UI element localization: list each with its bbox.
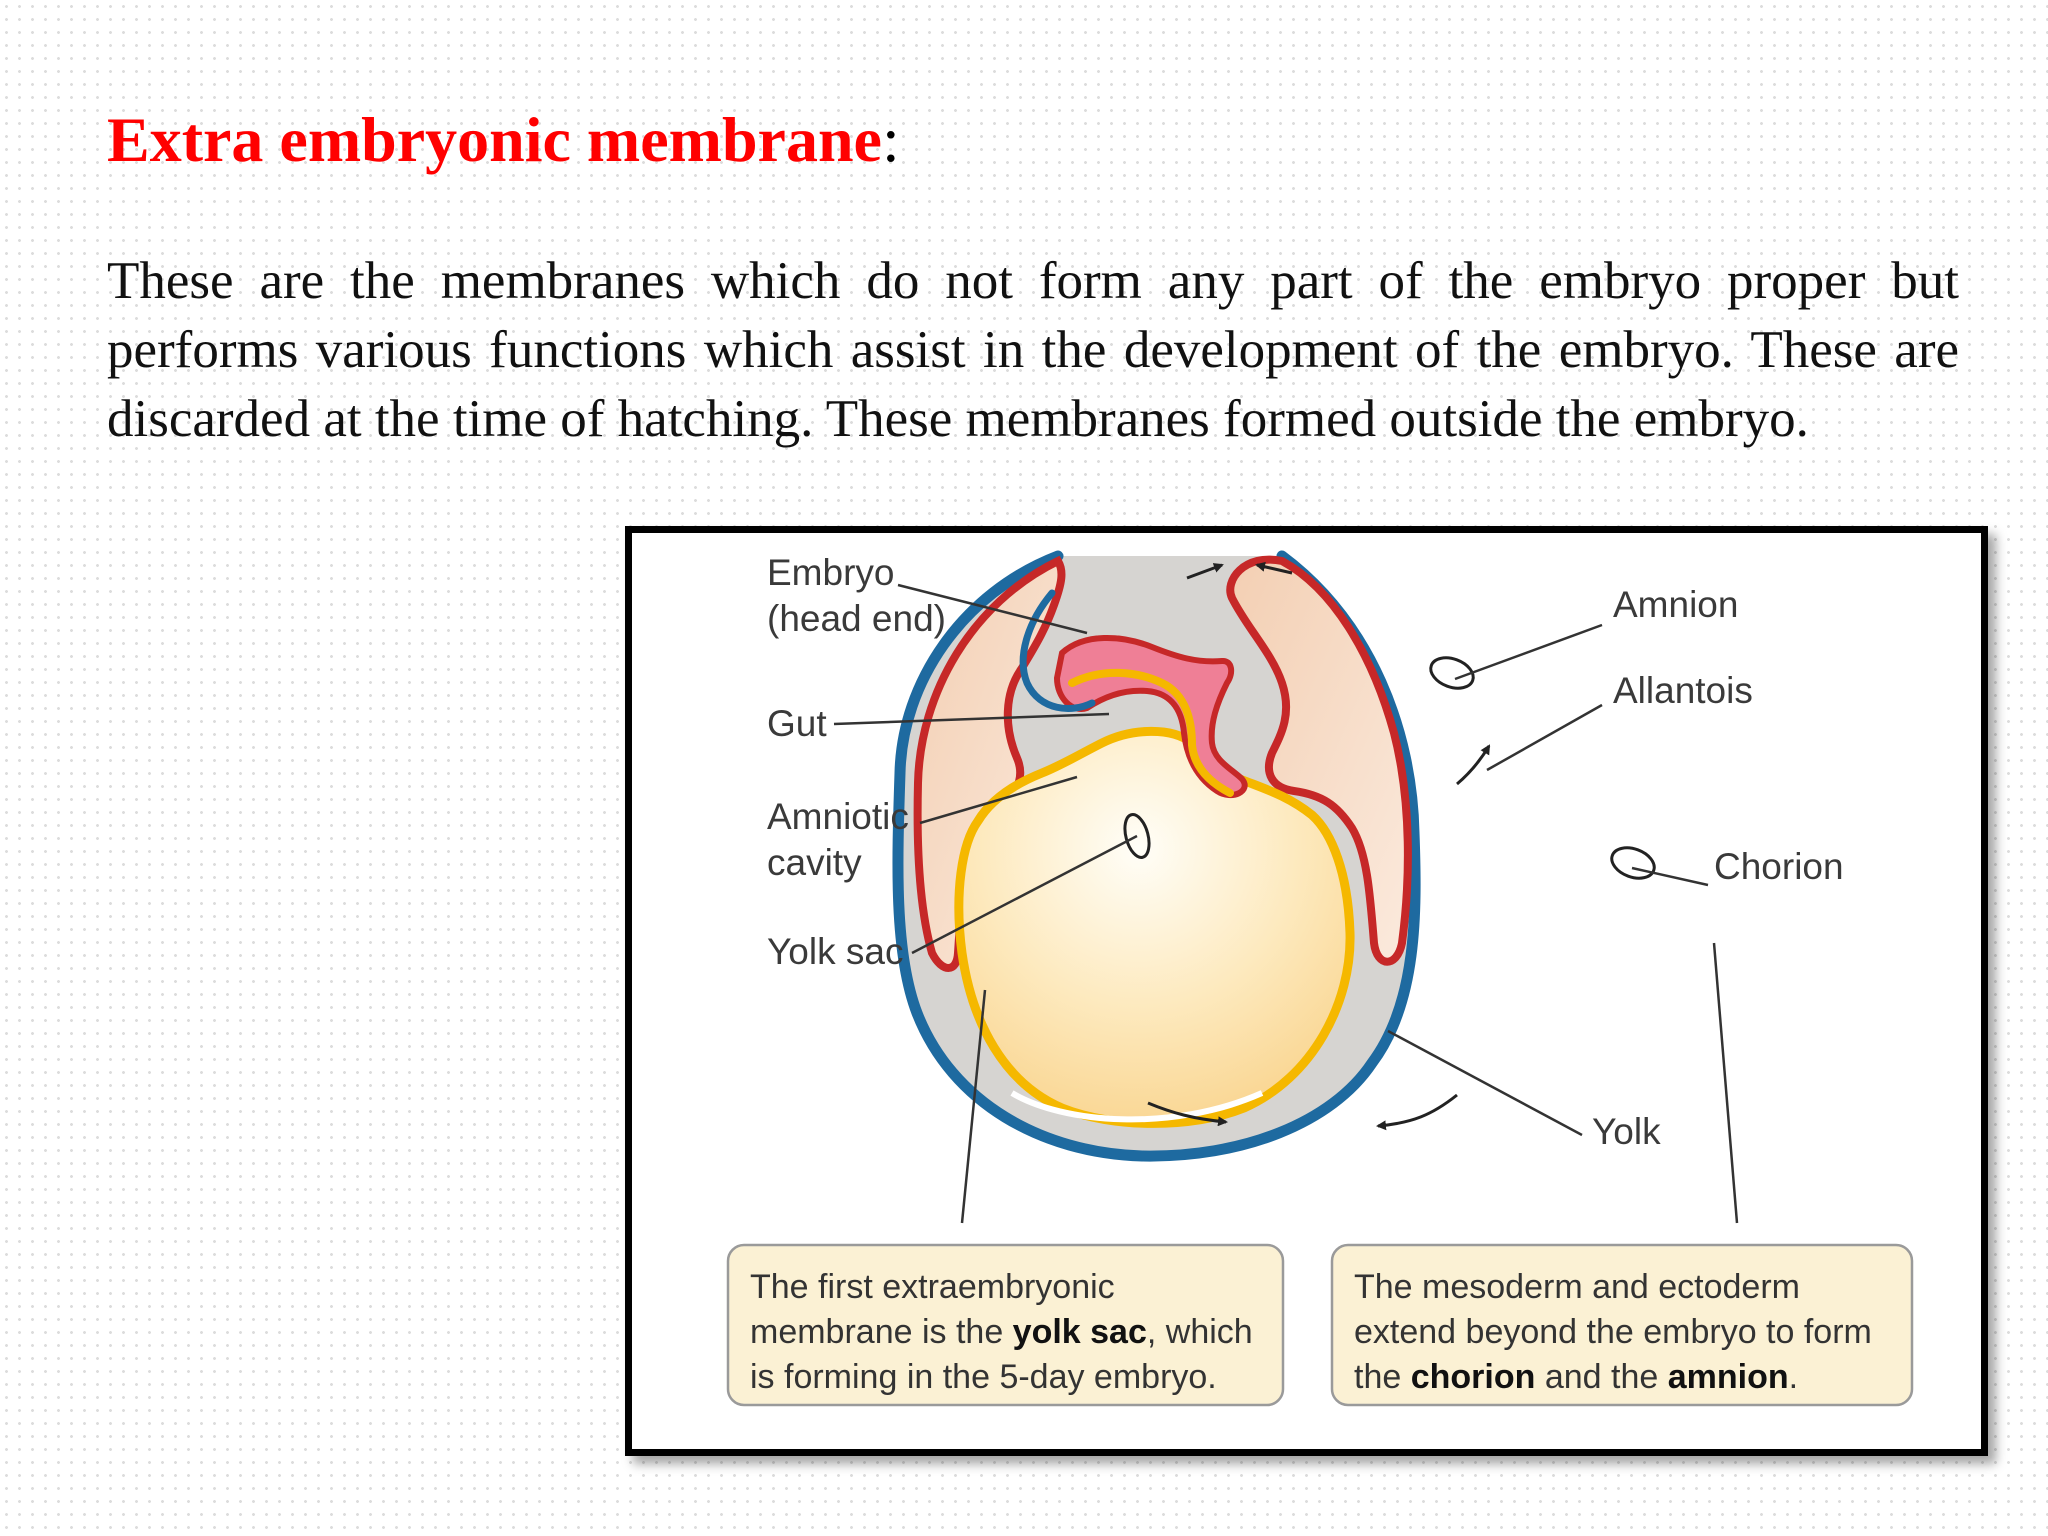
body-paragraph: These are the membranes which do not form any part of the embryo proper but performs various functions which assist in the development of the embryo. These are discarded at the time of hatching. These membranes formed outside the embryo. xyxy=(107,252,1959,448)
membrane-diagram xyxy=(632,533,1981,1449)
label-yolk: Yolk xyxy=(1592,1111,1661,1152)
label-gut: Gut xyxy=(767,703,827,744)
label-yolk-sac: Yolk sac xyxy=(767,931,904,972)
label-amniotic: Amniotic xyxy=(767,796,909,837)
caption-left-line3: is forming in the 5-day embryo. xyxy=(750,1358,1217,1396)
label-embryo: Embryo xyxy=(767,552,895,593)
label-allantois: Allantois xyxy=(1613,670,1753,711)
label-amnion: Amnion xyxy=(1613,584,1739,625)
chorion-marker xyxy=(1608,842,1659,883)
title-colon: : xyxy=(881,104,900,175)
label-cavity: cavity xyxy=(767,842,862,883)
slide-title xyxy=(107,102,900,179)
label-head-end: (head end) xyxy=(767,598,946,639)
caption-left-line1: The first extraembryonic xyxy=(750,1268,1115,1306)
caption-right-line3: the chorion and the amnion. xyxy=(1354,1358,1799,1396)
caption-right-line2: extend beyond the embryo to form xyxy=(1354,1313,1872,1351)
caption-right-line1: The mesoderm and ectoderm xyxy=(1354,1268,1800,1306)
embryo-membrane-figure xyxy=(625,526,1988,1456)
caption-left-line2: membrane is the yolk sac, which xyxy=(750,1313,1253,1351)
label-chorion: Chorion xyxy=(1714,846,1844,887)
title-text: Extra embryonic membrane xyxy=(107,104,882,175)
